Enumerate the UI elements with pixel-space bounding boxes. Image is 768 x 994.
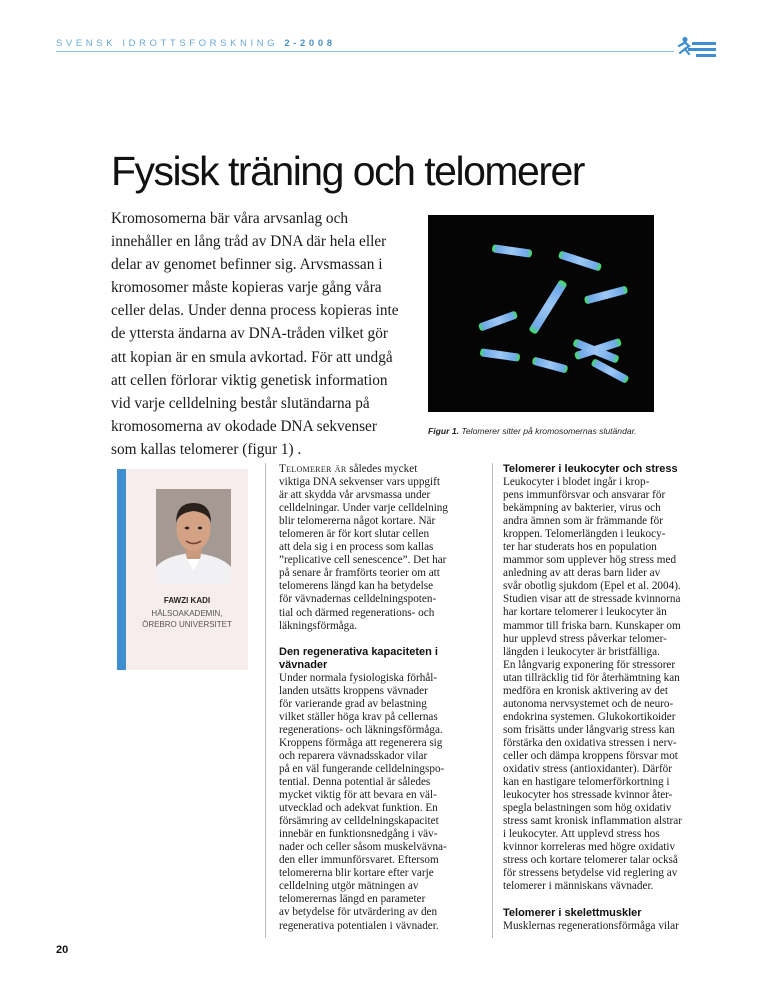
- section-heading: Telomerer i leukocyter och stress: [503, 463, 678, 475]
- lead-line: som kallas telomerer (figur 1) .: [111, 440, 302, 458]
- column-rule: [265, 463, 266, 938]
- body-line: Under normala fysiologiska förhål-: [279, 671, 438, 684]
- body-line: leukocyter hos stressade kvinnor åter-: [503, 789, 673, 802]
- body-line: telomererna blir kortare efter varje: [279, 867, 434, 880]
- body-line: medföra en kronisk aktivering av det: [503, 684, 668, 697]
- body-line: mammor som upplever hög stress med: [503, 554, 677, 567]
- body-line: En långvarig exponering för stressorer: [503, 658, 676, 671]
- body-line: för varierande grad av belastning: [279, 697, 427, 710]
- body-line: kan en hastigare telomerförkortning i: [503, 776, 670, 789]
- column-rule: [492, 463, 493, 938]
- body-line: andra ämnen som är främmande för: [503, 515, 663, 528]
- body-line: [279, 463, 483, 476]
- running-head: [56, 38, 336, 49]
- author-affiliation: [126, 608, 248, 630]
- body-line: ”replicative cell senescence”. Det har: [279, 554, 447, 567]
- chromosome-figure: [428, 215, 654, 412]
- body-line: utvecklad och adekvat funktion. En: [279, 802, 438, 815]
- body-line: telomeren är för kort slutar cellen: [279, 528, 430, 541]
- author-photo: [156, 489, 231, 585]
- figure-caption-text: Telomerer sitter på kromosomernas slutändar.: [459, 426, 637, 436]
- body-line: stress samt kronisk inflammation alstrar: [503, 815, 682, 828]
- figure-caption: [428, 426, 637, 436]
- body-line: telomerens längd kan ha betydelse: [279, 580, 434, 593]
- journal-name: SVENSK IDROTTSFORSKNING: [56, 38, 279, 49]
- body-line: på en väl fungerande celldelningspo-: [279, 762, 445, 775]
- author-box: [117, 469, 248, 670]
- figure-label: Figur 1.: [428, 426, 460, 436]
- lead-line: kromosomer måste kopieras varje gång våra: [111, 279, 382, 297]
- body-line: för vävnadernas celldelningspoten-: [279, 593, 437, 606]
- body-line: oxidativ stress (antioxidanter). Därför: [503, 763, 673, 776]
- lead-line: att cellen förlorar viktig genetisk information: [111, 371, 388, 389]
- body-line: har kortare telomerer i leukocyter än: [503, 606, 667, 619]
- body-line: stress och kortare telomerer talar också: [503, 854, 678, 867]
- body-line: telomerernas längd en parameter: [279, 893, 426, 906]
- body-line: nader och celler såsom muskelvävna-: [279, 841, 447, 854]
- body-line: längden i leukocyter är bristfälliga.: [503, 645, 660, 658]
- section-heading: Telomerer i skelettmuskler: [503, 906, 642, 919]
- body-line: som frisätts under långvarig stress kan: [503, 723, 675, 736]
- lead-line: att kopian är en smula avkortad. För att undgå: [111, 348, 393, 366]
- body-line: celldelning utgör mätningen av: [279, 880, 419, 893]
- intro-smallcaps: Telomerer är: [279, 463, 347, 475]
- body-line: att dela sig i en process som kallas: [279, 541, 434, 554]
- body-line: spegla belastningen som hög oxidativ: [503, 802, 672, 815]
- body-line: blir telomererna något kortare. När: [279, 515, 436, 528]
- body-line: ter har studerats hos en population: [503, 541, 657, 554]
- body-line: försämring av celldelningskapacitet: [279, 815, 439, 828]
- body-line: i leukocyter. Att upplevd stress hos: [503, 828, 660, 841]
- issue-number: 2-2008: [284, 38, 336, 49]
- body-line: regenerativa potentialen i vävnader.: [279, 919, 439, 932]
- body-line: telomerer i människans vävnader.: [503, 880, 654, 893]
- body-line: regenerations- och läkningsförmåga.: [279, 723, 443, 736]
- column-2: [503, 463, 718, 933]
- body-line: landen utsätts kroppens vävnader: [279, 684, 428, 697]
- column-1: [279, 463, 483, 933]
- page-number: 20: [56, 944, 69, 956]
- lead-paragraph: [111, 207, 411, 461]
- section-heading: vävnader: [279, 658, 328, 671]
- article-title: Fysisk träning och telomerer: [111, 148, 584, 194]
- body-line: och reparera vävnadsskador vilar: [279, 749, 428, 762]
- body-line: vilket ställer höga krav på cellernas: [279, 710, 438, 723]
- body-line: svår obotlig sjukdom (Epel et al. 2004).: [503, 580, 681, 593]
- author-affiliation-line: HÄLSOAKADEMIN,: [151, 609, 223, 618]
- lead-line: celler delas. Under denna process kopieras inte: [111, 302, 399, 320]
- body-line: viktiga DNA sekvenser vars uppgift: [279, 476, 440, 489]
- body-line: pens immunförsvar och ansvarar för: [503, 489, 666, 502]
- body-line: läkningsförmåga.: [279, 619, 357, 632]
- body-line: för stressens betydelse vid reglering av: [503, 867, 678, 880]
- body-line: Musklernas regenerationsförmåga vilar: [503, 919, 679, 932]
- chromosome-micrograph-image: [428, 215, 654, 412]
- body-line: Leukocyter i blodet ingår i krop-: [503, 476, 650, 488]
- lead-line: de yttersta ändarna av DNA-tråden vilket gör: [111, 325, 388, 343]
- body-line: är att skydda vår arvsmassa under: [279, 489, 431, 502]
- lead-line: vid varje celldelning består slutändarna på: [111, 394, 370, 412]
- body-line: celler och dämpa kroppens försvar mot: [503, 749, 678, 762]
- body-line: anledning av att deras barn lider av: [503, 567, 661, 580]
- body-line: bekämpning av bakterier, virus och: [503, 502, 661, 515]
- body-line: kvinnor korreleras med högre oxidativ: [503, 841, 676, 854]
- body-line: autonoma nervsystemet och de neuro-: [503, 697, 674, 710]
- header-rule: [56, 51, 674, 52]
- body-line: endokrina systemen. Glukokortikoider: [503, 710, 676, 723]
- body-line: utan tillräcklig tid för återhämtning kan: [503, 671, 680, 684]
- body-line: tential. Denna potential är således: [279, 775, 431, 788]
- lead-line: delar av genomet befinner sig. Arvsmassan i: [111, 256, 383, 274]
- body-line: förstärka den oxidativa stressen i nerv-: [503, 736, 677, 749]
- author-affiliation-line: ÖREBRO UNIVERSITET: [142, 620, 232, 629]
- lead-line: kromosomerna av okodade DNA sekvenser: [111, 417, 377, 435]
- intro-text: således mycket: [346, 463, 418, 475]
- body-line: Kroppens förmåga att regenerera sig: [279, 736, 443, 749]
- body-line: celldelningar. Under varje celldelning: [279, 502, 448, 515]
- body-line: av betydelse för utvärdering av den: [279, 906, 438, 919]
- body-line: kroppen. Telomerlängden i leukocy-: [503, 528, 666, 541]
- lead-line: innehåller en lång tråd av DNA där hela eller: [111, 233, 387, 251]
- body-line: hur upplevd stress påverkar telomer-: [503, 632, 667, 645]
- runner-logo-icon: [676, 36, 716, 58]
- author-portrait-image: [156, 489, 231, 585]
- body-line: innebär en funktionsnedgång i väv-: [279, 828, 438, 841]
- body-line: mycket viktig för att bevara en väl-: [279, 789, 437, 802]
- body-line: på senare år framförts teorier om att: [279, 567, 440, 580]
- body-line: Studien visar att de stressade kvinnorna: [503, 593, 681, 606]
- lead-line: Kromosomerna bär våra arvsanlag och: [111, 210, 349, 227]
- body-line: tial och därmed regenerations- och: [279, 606, 435, 619]
- body-line: den eller immunförsvaret. Eftersom: [279, 854, 439, 867]
- body-line: mammor till friska barn. Kunskaper om: [503, 619, 681, 632]
- author-name: FAWZI KADI: [163, 596, 211, 605]
- section-heading: Den regenerativa kapaciteten i: [279, 645, 438, 658]
